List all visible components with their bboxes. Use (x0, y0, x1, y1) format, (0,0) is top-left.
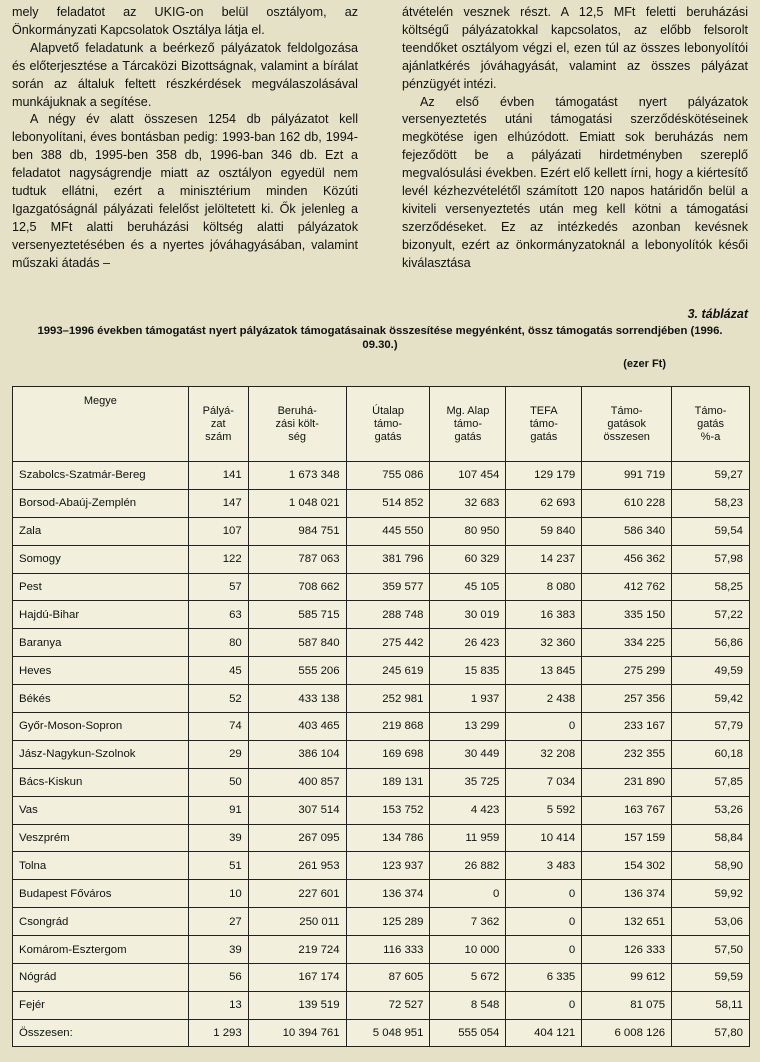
road-fund-cell: 445 550 (346, 517, 430, 545)
investment-cost-cell: 267 095 (248, 824, 346, 852)
county-cell: Somogy (13, 545, 189, 573)
table-row (13, 685, 750, 713)
road-fund-cell: 514 852 (346, 489, 430, 517)
agri-fund-cell: 32 683 (430, 489, 506, 517)
total-support-cell: 163 767 (582, 796, 672, 824)
applications-cell: 50 (188, 768, 248, 796)
agri-fund-cell: 30 449 (430, 740, 506, 768)
applications-cell: 91 (188, 796, 248, 824)
tefa-cell: 2 438 (506, 685, 582, 713)
tefa-cell: 8 080 (506, 573, 582, 601)
road-fund-cell: 288 748 (346, 601, 430, 629)
road-fund-cell: 136 374 (346, 880, 430, 908)
agri-fund-cell: 555 054 (430, 1019, 506, 1046)
county-cell: Csongrád (13, 908, 189, 936)
county-cell: Jász-Nagykun-Szolnok (13, 740, 189, 768)
applications-cell: 27 (188, 908, 248, 936)
support-percent-cell: 57,98 (672, 545, 750, 573)
agri-fund-cell: 4 423 (430, 796, 506, 824)
county-cell: Összesen: (13, 1019, 189, 1046)
total-support-cell: 126 333 (582, 936, 672, 964)
total-support-cell: 231 890 (582, 768, 672, 796)
support-percent-cell: 58,90 (672, 852, 750, 880)
investment-cost-cell: 167 174 (248, 964, 346, 992)
applications-cell: 45 (188, 657, 248, 685)
total-support-cell: 154 302 (582, 852, 672, 880)
support-percent-cell: 57,79 (672, 713, 750, 741)
header-total-support: Támo- gatások összesen (582, 387, 672, 462)
support-percent-cell: 59,27 (672, 462, 750, 490)
county-cell: Baranya (13, 629, 189, 657)
county-cell: Nógrád (13, 964, 189, 992)
support-percent-cell: 49,59 (672, 657, 750, 685)
right-paragraph-1: átvételén vesznek részt. A 12,5 MFt feletti beruházási költségű pályázatokkal kapcsolatos, az előbb felsorolt teendőket osztályom végzi el, ezen túl az összes lebonyolítói ajánlatkérés jóváhagyását, valamint az összes pályázat pénzügyét intézi. (402, 5, 748, 91)
tefa-cell: 129 179 (506, 462, 582, 490)
total-support-cell: 6 008 126 (582, 1019, 672, 1046)
tefa-cell: 10 414 (506, 824, 582, 852)
table-row (13, 657, 750, 685)
agri-fund-cell: 30 019 (430, 601, 506, 629)
agri-fund-cell: 60 329 (430, 545, 506, 573)
investment-cost-cell: 261 953 (248, 852, 346, 880)
applications-cell: 39 (188, 936, 248, 964)
investment-cost-cell: 587 840 (248, 629, 346, 657)
investment-cost-cell: 1 048 021 (248, 489, 346, 517)
road-fund-cell: 153 752 (346, 796, 430, 824)
left-paragraph-3: A négy év alatt összesen 1254 db pályázatot kell lebonyolítani, éves bontásban pedig: 1993-ban 162 db, 1994-ben 388 db, 1995-ben 358 db, 1996-ban 346 db. Ezt a feladatot nagyságrendje miatt az osztályon egyedül nem tudtuk ellátni, ezért a minisztérium minden Közúti Igazgatóságnál pályázati felelőst jelöltetett ki. Ők jelenleg a 12,5 MFt alatti beruházási költség alatti pályázatok versenyeztetésében és a nyertes jóváhagyásában, valamint műszaki átadás – (12, 112, 358, 270)
applications-cell: 80 (188, 629, 248, 657)
agri-fund-cell: 11 959 (430, 824, 506, 852)
county-support-table (12, 386, 750, 1047)
county-cell: Bács-Kiskun (13, 768, 189, 796)
support-percent-cell: 58,84 (672, 824, 750, 852)
support-percent-cell: 59,54 (672, 517, 750, 545)
total-support-cell: 275 299 (582, 657, 672, 685)
county-cell: Heves (13, 657, 189, 685)
left-column (12, 4, 358, 273)
header-applications: Pályá- zat szám (188, 387, 248, 462)
road-fund-cell: 755 086 (346, 462, 430, 490)
total-support-cell: 456 362 (582, 545, 672, 573)
tefa-cell: 0 (506, 991, 582, 1019)
table-row (13, 462, 750, 490)
applications-cell: 63 (188, 601, 248, 629)
investment-cost-cell: 403 465 (248, 713, 346, 741)
header-agri-fund: Mg. Alap támo- gatás (430, 387, 506, 462)
county-cell: Békés (13, 685, 189, 713)
investment-cost-cell: 787 063 (248, 545, 346, 573)
table-row (13, 573, 750, 601)
county-cell: Budapest Főváros (13, 880, 189, 908)
table-row (13, 796, 750, 824)
investment-cost-cell: 555 206 (248, 657, 346, 685)
right-paragraph-2: Az első évben támogatást nyert pályázatok versenyeztetés utáni támogatási szerződéskötéseinek megkötése igen elhúzódott. Emiatt sok beruházás nem fejeződött be a pályázati hirdetményben szereplő megvalósulási években. Ezért elő kellett írni, hogy a kiértesítő levél kézhezvételétől számított 120 napos határidőn belül a kiviteli versenyeztetés után meg kell kötni a támogatási szerződéseket. Ez az intézkedés azonban kevésnek bizonyult, ezért az önkormányzatoknál a lebonyolítók késői kiválasztása (402, 94, 748, 270)
applications-cell: 1 293 (188, 1019, 248, 1046)
table-row (13, 713, 750, 741)
investment-cost-cell: 227 601 (248, 880, 346, 908)
support-percent-cell: 59,92 (672, 880, 750, 908)
agri-fund-cell: 80 950 (430, 517, 506, 545)
table-row (13, 824, 750, 852)
investment-cost-cell: 219 724 (248, 936, 346, 964)
agri-fund-cell: 26 882 (430, 852, 506, 880)
tefa-cell: 0 (506, 713, 582, 741)
total-support-cell: 334 225 (582, 629, 672, 657)
tefa-cell: 0 (506, 936, 582, 964)
county-cell: Zala (13, 517, 189, 545)
road-fund-cell: 275 442 (346, 629, 430, 657)
support-percent-cell: 59,42 (672, 685, 750, 713)
support-percent-cell: 57,80 (672, 1019, 750, 1046)
table-row (13, 964, 750, 992)
table-row (13, 936, 750, 964)
road-fund-cell: 359 577 (346, 573, 430, 601)
agri-fund-cell: 107 454 (430, 462, 506, 490)
support-percent-cell: 57,22 (672, 601, 750, 629)
table-title: 1993–1996 években támogatást nyert pályázatok támogatásainak összesítése megyénként, össz támogatás sorrendjében (1996. 09.30.) (37, 325, 723, 351)
table-header (13, 387, 750, 462)
header-tefa: TEFA támo- gatás (506, 387, 582, 462)
tefa-cell: 0 (506, 880, 582, 908)
tefa-cell: 3 483 (506, 852, 582, 880)
road-fund-cell: 252 981 (346, 685, 430, 713)
total-support-cell: 99 612 (582, 964, 672, 992)
support-percent-cell: 59,59 (672, 964, 750, 992)
applications-cell: 51 (188, 852, 248, 880)
support-percent-cell: 58,25 (672, 573, 750, 601)
applications-cell: 147 (188, 489, 248, 517)
county-cell: Borsod-Abaúj-Zemplén (13, 489, 189, 517)
applications-cell: 107 (188, 517, 248, 545)
tefa-cell: 16 383 (506, 601, 582, 629)
investment-cost-cell: 984 751 (248, 517, 346, 545)
table-row (13, 880, 750, 908)
applications-cell: 122 (188, 545, 248, 573)
agri-fund-cell: 35 725 (430, 768, 506, 796)
total-support-cell: 257 356 (582, 685, 672, 713)
applications-cell: 10 (188, 880, 248, 908)
applications-cell: 57 (188, 573, 248, 601)
county-cell: Komárom-Esztergom (13, 936, 189, 964)
table-body (13, 462, 750, 1047)
tefa-cell: 32 208 (506, 740, 582, 768)
total-support-cell: 991 719 (582, 462, 672, 490)
total-support-cell: 132 651 (582, 908, 672, 936)
table-row (13, 740, 750, 768)
county-cell: Hajdú-Bihar (13, 601, 189, 629)
support-percent-cell: 57,85 (672, 768, 750, 796)
investment-cost-cell: 139 519 (248, 991, 346, 1019)
tefa-cell: 5 592 (506, 796, 582, 824)
applications-cell: 141 (188, 462, 248, 490)
agri-fund-cell: 10 000 (430, 936, 506, 964)
road-fund-cell: 116 333 (346, 936, 430, 964)
tefa-cell: 13 845 (506, 657, 582, 685)
investment-cost-cell: 433 138 (248, 685, 346, 713)
table-row (13, 601, 750, 629)
table-row (13, 908, 750, 936)
tefa-cell: 7 034 (506, 768, 582, 796)
county-cell: Szabolcs-Szatmár-Bereg (13, 462, 189, 490)
county-cell: Tolna (13, 852, 189, 880)
applications-cell: 29 (188, 740, 248, 768)
header-row (13, 387, 750, 462)
header-road-fund: Útalap támo- gatás (346, 387, 430, 462)
total-support-cell: 610 228 (582, 489, 672, 517)
support-percent-cell: 53,06 (672, 908, 750, 936)
agri-fund-cell: 5 672 (430, 964, 506, 992)
investment-cost-cell: 250 011 (248, 908, 346, 936)
tefa-cell: 14 237 (506, 545, 582, 573)
header-county: Megye (13, 387, 189, 462)
agri-fund-cell: 1 937 (430, 685, 506, 713)
total-support-cell: 136 374 (582, 880, 672, 908)
agri-fund-cell: 8 548 (430, 991, 506, 1019)
support-percent-cell: 53,26 (672, 796, 750, 824)
road-fund-cell: 134 786 (346, 824, 430, 852)
table-unit: (ezer Ft) (623, 358, 666, 370)
support-percent-cell: 58,11 (672, 991, 750, 1019)
tefa-cell: 0 (506, 908, 582, 936)
applications-cell: 39 (188, 824, 248, 852)
table-row (13, 489, 750, 517)
tefa-cell: 32 360 (506, 629, 582, 657)
road-fund-cell: 125 289 (346, 908, 430, 936)
road-fund-cell: 87 605 (346, 964, 430, 992)
support-percent-cell: 60,18 (672, 740, 750, 768)
investment-cost-cell: 10 394 761 (248, 1019, 346, 1046)
road-fund-cell: 245 619 (346, 657, 430, 685)
investment-cost-cell: 708 662 (248, 573, 346, 601)
right-column (402, 4, 748, 273)
tefa-cell: 6 335 (506, 964, 582, 992)
road-fund-cell: 189 131 (346, 768, 430, 796)
table-row (13, 768, 750, 796)
left-paragraph-2: Alapvető feladatunk a beérkező pályázatok feldolgozása és előterjesztése a Tárcaközi Bizottságnak, valamint a bírálat során az általuk feltett részkérdések megválaszolásával munkájuknak a segítése. (12, 40, 358, 109)
investment-cost-cell: 307 514 (248, 796, 346, 824)
investment-cost-cell: 1 673 348 (248, 462, 346, 490)
table-row (13, 629, 750, 657)
table-row (13, 991, 750, 1019)
county-cell: Vas (13, 796, 189, 824)
total-support-cell: 157 159 (582, 824, 672, 852)
agri-fund-cell: 15 835 (430, 657, 506, 685)
table-row (13, 545, 750, 573)
investment-cost-cell: 386 104 (248, 740, 346, 768)
road-fund-cell: 169 698 (346, 740, 430, 768)
tefa-cell: 62 693 (506, 489, 582, 517)
county-cell: Veszprém (13, 824, 189, 852)
table-row (13, 852, 750, 880)
text-columns (12, 4, 748, 273)
county-cell: Győr-Moson-Sopron (13, 713, 189, 741)
county-cell: Pest (13, 573, 189, 601)
road-fund-cell: 123 937 (346, 852, 430, 880)
road-fund-cell: 381 796 (346, 545, 430, 573)
agri-fund-cell: 0 (430, 880, 506, 908)
total-support-cell: 586 340 (582, 517, 672, 545)
tefa-cell: 404 121 (506, 1019, 582, 1046)
left-paragraph-1: mely feladatot az UKIG-on belül osztályom, az Önkormányzati Kapcsolatok Osztálya látja el. (12, 5, 358, 37)
tefa-cell: 59 840 (506, 517, 582, 545)
total-row (13, 1019, 750, 1046)
applications-cell: 13 (188, 991, 248, 1019)
support-percent-cell: 56,86 (672, 629, 750, 657)
total-support-cell: 335 150 (582, 601, 672, 629)
total-support-cell: 81 075 (582, 991, 672, 1019)
header-investment-cost: Beruhá- zási költ- ség (248, 387, 346, 462)
total-support-cell: 412 762 (582, 573, 672, 601)
agri-fund-cell: 7 362 (430, 908, 506, 936)
agri-fund-cell: 45 105 (430, 573, 506, 601)
total-support-cell: 232 355 (582, 740, 672, 768)
agri-fund-cell: 26 423 (430, 629, 506, 657)
investment-cost-cell: 400 857 (248, 768, 346, 796)
road-fund-cell: 219 868 (346, 713, 430, 741)
applications-cell: 74 (188, 713, 248, 741)
table-reference: 3. táblázat (687, 307, 748, 321)
county-cell: Fejér (13, 991, 189, 1019)
applications-cell: 52 (188, 685, 248, 713)
total-support-cell: 233 167 (582, 713, 672, 741)
support-percent-cell: 58,23 (672, 489, 750, 517)
support-percent-cell: 57,50 (672, 936, 750, 964)
table-row (13, 517, 750, 545)
investment-cost-cell: 585 715 (248, 601, 346, 629)
agri-fund-cell: 13 299 (430, 713, 506, 741)
header-support-percent: Támo- gatás %-a (672, 387, 750, 462)
road-fund-cell: 72 527 (346, 991, 430, 1019)
road-fund-cell: 5 048 951 (346, 1019, 430, 1046)
applications-cell: 56 (188, 964, 248, 992)
